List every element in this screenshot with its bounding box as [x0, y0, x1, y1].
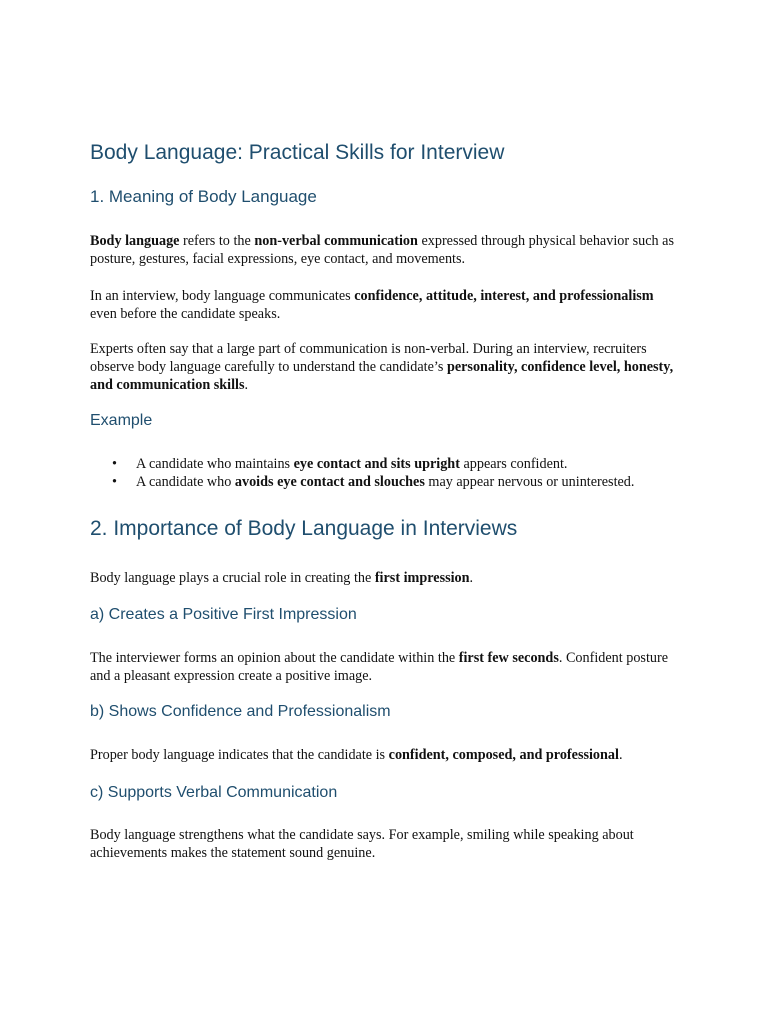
- emphasis-first-impression: first impression: [374, 570, 470, 586]
- section-2-intro: Body language plays a crucial role in creating the first impression.: [90, 570, 474, 586]
- list-item: • A candidate who avoids eye contact and slouches may appear nervous or uninterested.: [112, 474, 635, 490]
- section-1-heading: 1. Meaning of Body Language: [90, 187, 317, 206]
- example-heading: Example: [90, 412, 153, 429]
- bullet-icon: •: [112, 456, 117, 472]
- section-1-paragraph-2: In an interview, body language communicates confidence, attitude, interest, and professionalism even before the candidate speaks.: [90, 288, 654, 322]
- subsection-c-paragraph: Body language strengthens what the candidate says. For example, smiling while speaking about achievements makes the statement sound genuine.: [90, 827, 634, 861]
- term-body-language: Body language: [90, 233, 180, 249]
- emphasis-confident-composed: confident, composed, and professional: [388, 747, 619, 763]
- list-item: • A candidate who maintains eye contact and sits upright appears confident.: [112, 456, 568, 472]
- section-1-paragraph-3: Experts often say that a large part of communication is non-verbal. During an interview, recruiters observe body language carefully to understand the candidate’s personality, confidence level, honesty, and communication skills.: [90, 341, 674, 393]
- example-list: [90, 455, 690, 491]
- emphasis-qualities: confidence, attitude, interest, and professionalism: [354, 288, 654, 304]
- subsection-b-heading: b) Shows Confidence and Professionalism: [90, 703, 391, 720]
- section-2-heading: 2. Importance of Body Language in Interviews: [90, 517, 518, 540]
- term-non-verbal-communication: non-verbal communication: [254, 233, 418, 249]
- emphasis-traits: personality, confidence level, honesty, and communication skills: [90, 359, 674, 393]
- bullet-icon: •: [112, 474, 117, 490]
- subsection-b-paragraph: Proper body language indicates that the candidate is confident, composed, and professional.: [90, 747, 623, 763]
- subsection-c-heading: c) Supports Verbal Communication: [90, 784, 338, 801]
- emphasis-first-few-seconds: first few seconds: [458, 650, 559, 666]
- subsection-a-heading: a) Creates a Positive First Impression: [90, 606, 357, 623]
- subsection-a-paragraph: The interviewer forms an opinion about the candidate within the first few seconds. Confident posture and a pleasant expression create a positive image.: [90, 650, 669, 684]
- document-title: Body Language: Practical Skills for Interview: [90, 141, 505, 164]
- section-1-paragraph-1: Body language refers to the non-verbal communication expressed through physical behavior such as posture, gestures, facial expressions, eye contact, and movements.: [90, 233, 675, 267]
